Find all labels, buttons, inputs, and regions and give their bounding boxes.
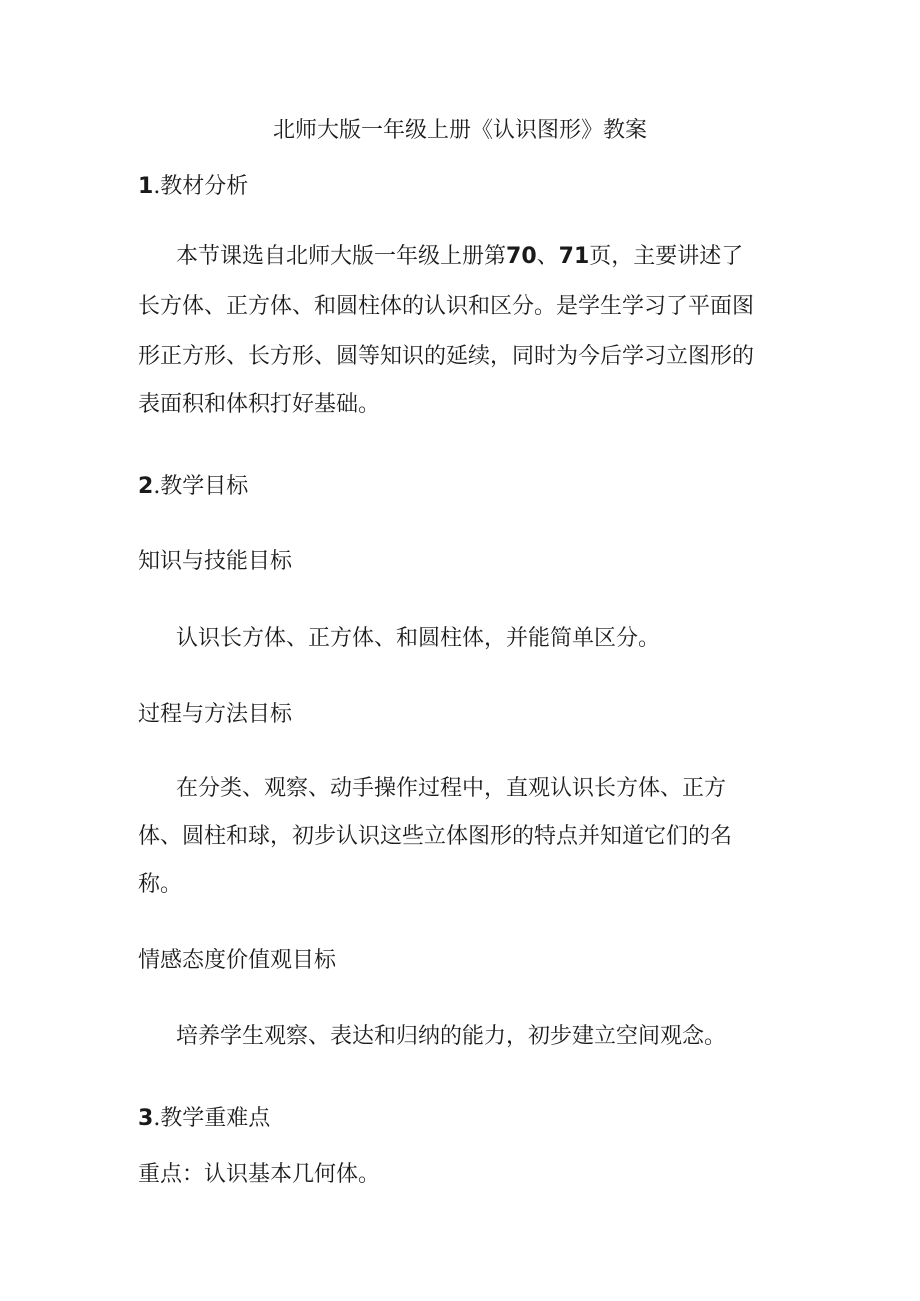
section-label: .教材分析 xyxy=(153,174,249,199)
knowledge-heading: 知识与技能目标 xyxy=(138,549,293,574)
section-heading-goals xyxy=(138,472,248,502)
knowledge-text: 认识长方体、正方体、和圆柱体，并能简单区分。 xyxy=(176,626,661,651)
page-number-a: 70 xyxy=(506,244,537,269)
focus-point: 重点：认识基本几何体。 xyxy=(138,1162,381,1187)
document-title: 北师大版一年级上册《认识图形》教案 xyxy=(272,118,647,143)
page-number-b: 71 xyxy=(558,244,590,269)
process-heading: 过程与方法目标 xyxy=(138,702,293,727)
section-number: 2 xyxy=(138,474,154,499)
section-number: 3 xyxy=(138,1106,154,1131)
process-line-2: 体、圆柱和球，初步认识这些立体图形的特点并知道它们的名 xyxy=(138,824,733,849)
analysis-line-2: 长方体、正方体、和圆柱体的认识和区分。是学生学习了平面图 xyxy=(138,294,755,319)
emotion-heading: 情感态度价值观目标 xyxy=(138,948,337,973)
emotion-text: 培养学生观察、表达和归纳的能力，初步建立空间观念。 xyxy=(176,1024,727,1049)
section-label: .教学目标 xyxy=(153,474,249,499)
analysis-line-3: 形正方形、长方形、圆等知识的延续，同时为今后学习立图形的 xyxy=(138,344,755,369)
process-line-3: 称。 xyxy=(138,872,183,897)
analysis-line-4: 表面积和体积打好基础。 xyxy=(138,392,381,417)
analysis-line-1: 本节课选自北师大版一年级上册第70、71页，主要讲述了 xyxy=(176,244,744,269)
section-number: 1 xyxy=(138,174,154,199)
section-heading-analysis xyxy=(138,172,248,202)
section-heading-key-points xyxy=(138,1104,270,1134)
section-label: .教学重难点 xyxy=(153,1106,271,1131)
process-line-1: 在分类、观察、动手操作过程中，直观认识长方体、正方 xyxy=(176,776,727,801)
